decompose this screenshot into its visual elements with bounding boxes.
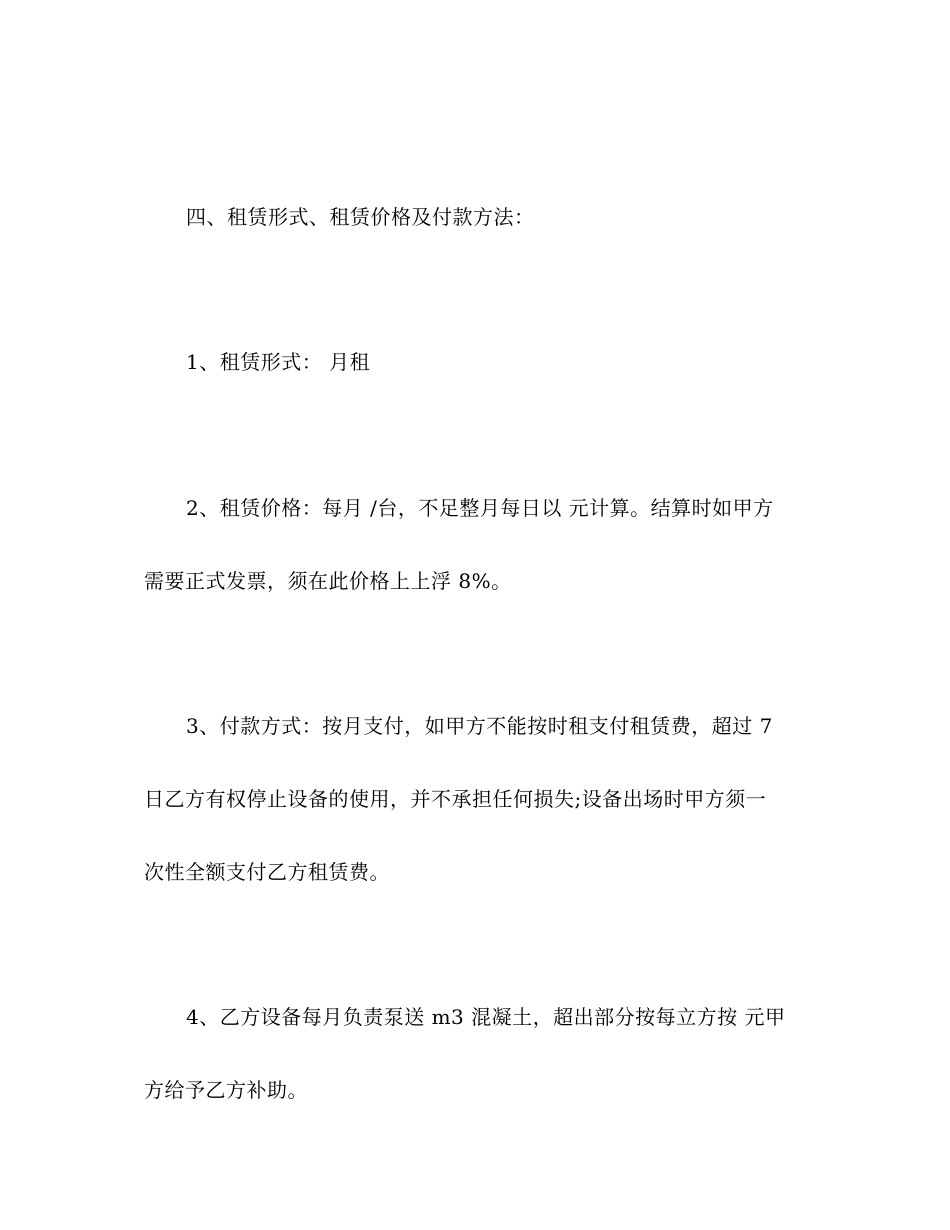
item-4-line-1: 4、乙方设备每月负责泵送 m3 混凝土，超出部分按每立方按 元甲 xyxy=(186,1005,786,1029)
item-3-line-3: 次性全额支付乙方租赁费。 xyxy=(144,860,390,884)
item-2-line-2: 需要正式发票，须在此价格上上浮 8%。 xyxy=(144,569,512,593)
item-1-lease-form: 1、租赁形式： 月租 xyxy=(186,350,371,374)
section-heading: 四、租赁形式、租赁价格及付款方法： xyxy=(186,205,535,229)
item-2-line-1: 2、租赁价格：每月 /台，不足整月每日以 元计算。结算时如甲方 xyxy=(186,496,774,520)
item-3-line-1: 3、付款方式：按月支付，如甲方不能按时租支付租赁费，超过 7 xyxy=(186,714,773,738)
item-4-line-2: 方给予乙方补助。 xyxy=(144,1078,308,1102)
item-3-line-2: 日乙方有权停止设备的使用，并不承担任何损失;设备出场时甲方须一 xyxy=(144,787,767,811)
